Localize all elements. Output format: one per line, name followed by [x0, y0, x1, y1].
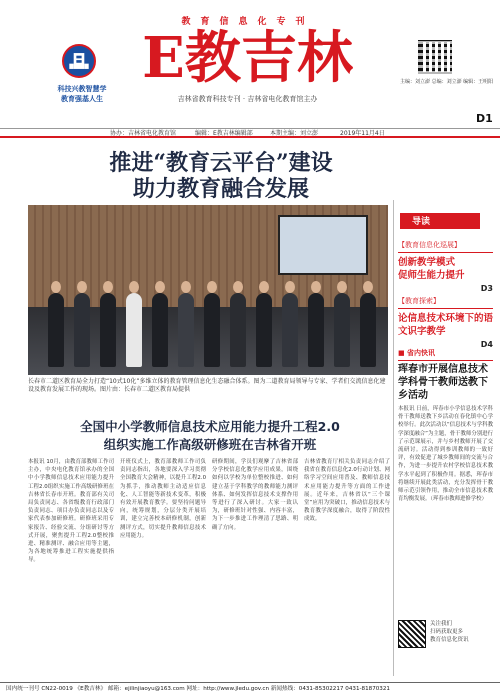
sidebar-section-1[interactable] — [398, 240, 493, 293]
qr-code-small-icon — [398, 620, 426, 648]
footer-info: 国内统一刊号 CN22-0019 《E教吉林》 邮箱：ejilinjiaoyu@163.com 网址：http://www.jledu.gov.cn 新闻热线：0431-85302217 0431-81870321 — [0, 682, 500, 696]
meta-cosponsor: 协办：吉林省电化教育馆 — [110, 130, 177, 137]
article-column-2: 开班仪式上，教育部教师工作司负责同志指出，各地要深入学习贯彻全国教育大会精神，以提升工程2.0为抓手，推动教师主动适应信息化、人工智能等新技术变革，积极有效开展教育教学。要坚持问题导向，统筹规划，分层分类开展培训，建立完善校本研修机制，创新测评方式，切实提升教师信息技术应用能力。 — [120, 459, 206, 539]
section-page: D4 — [480, 340, 493, 349]
meta-editor: 编辑：E教吉林编辑部 — [195, 130, 253, 137]
news-label: ■ 省内快讯 — [398, 348, 493, 361]
section-label: 【教育探索】 — [398, 296, 493, 309]
meta-bar — [0, 128, 500, 138]
qr-caption: 关注我们 扫码获取更多 教育信息化资讯 — [430, 621, 469, 643]
meta-date: 2019年11月4日 — [340, 130, 385, 137]
headline: 推进“教育云平台”建设 助力教育融合发展 — [109, 150, 333, 202]
group-photo — [28, 205, 388, 375]
article-body — [28, 458, 390, 676]
masthead-title: E教吉林 — [142, 25, 353, 91]
section-title: 论信息技术环境下的语文识字教学 — [398, 313, 494, 337]
article-column-4: 吉林省教育厅相关负责同志介绍了我省在教育信息化2.0行动计划、网络学习空间应用普及、教师信息技术应用能力提升等方面的工作进展。近年来，吉林省以“三个课堂”应用为突破口，推动信息技术与教育教学深度融合，取得了阶段性成效。 — [304, 459, 390, 523]
guide-label: 导读 — [412, 217, 431, 227]
meta-chief: 本期主编：刘立澎 — [270, 130, 319, 137]
page-number: D1 — [476, 112, 493, 125]
masthead-tagline: 教育信息化专刊 — [181, 17, 315, 27]
logo-emblem — [62, 44, 96, 78]
sidebar-section-2[interactable] — [398, 296, 493, 349]
news-body: 本报讯 日前，珲春市小学信息技术学科骨干教师送教下乡活动在春化镇中心学校举行。此次活动以“信息技术与学科教学深度融合”为主题，骨干教师分别进行了示范课展示，并与乡村教师开展了交流研讨。活动得到参训教师的一致好评，有效促进了城乡教师间的交流与合作，为进一步提升农村学校信息技术教学水平起到了积极作用。据悉，珲春市将继续开展此类活动，充分发挥骨干教师示范引领作用，推动全市信息技术教育均衡发展。（珲春市教师进修学校） — [398, 406, 493, 503]
section-page: D3 — [480, 284, 493, 293]
logo-caption: 科技兴教智慧学 教育强基人生 — [57, 85, 107, 103]
column-divider — [393, 200, 394, 676]
section-title: 创新教学模式 促师生能力提升 — [398, 257, 465, 281]
editor-info: 主编：刘立澎 总编：刘立澎 编辑：王明阳 — [400, 79, 494, 85]
article-column-3: 研修期间，学员们观摩了吉林省部分学校信息化教学应用成果，围绕如何以学校为单位整校推进、如何建立基于学科教学的教师能力测评体系、如何发挥信息技术支撑作用等进行了深入研讨。大家一致认为，研修班针对性强、内容丰富，为下一步推进工作理清了思路、明确了方向。 — [212, 459, 298, 531]
article-headline: 全国中小学教师信息技术应用能力提升工程2.0 组织实施工作高级研修班在吉林省开班 — [80, 419, 340, 452]
news-title: 珲春市开展信息技术学科骨干教师送教下乡活动 — [398, 364, 488, 401]
photo-caption: 长春市二道区教育局全力打造“10式10化”多维立体的教育管理信息化生态融合体系。图为二道教育局领导与专家、学者们交流信息化建设及教育发展工作的现场。图片由：长春市二道区教育局提供 — [28, 378, 386, 393]
article-column-1: 本报讯 10月，由教育部教师工作司主办，中央电化教育馆承办的全国中小学教师信息技术应用能力提升工程2.0组织实施工作高级研修班在吉林省长春市开班。教育部有关司局负责同志、各省级教育行政部门负责同志、项目办负责同志以及专家代表参加研修班。研修班采用专家报告、经验交流、分组研讨等方式开展，聚焦提升工程2.0整校推进、精准测评、融合应用等主题，为各地统筹推进工程实施提供指导。 — [28, 459, 114, 564]
masthead-subtitle: 吉林省教育科技专刊 · 吉林省电化教育馆主办 — [177, 95, 318, 103]
section-label: 【教育信息化巡展】 — [398, 240, 493, 253]
screen-icon — [278, 215, 368, 275]
